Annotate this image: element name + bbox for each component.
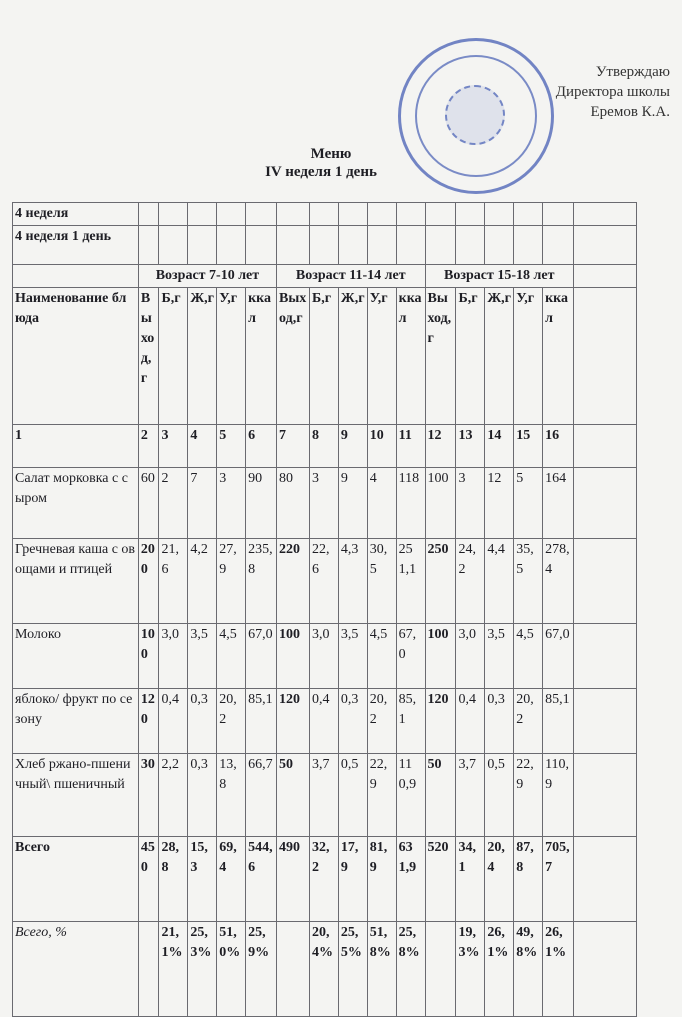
cell-value: 20,2 bbox=[217, 689, 246, 754]
cell-value: 22,9 bbox=[367, 754, 396, 837]
cell-value: 2 bbox=[159, 468, 188, 539]
cell-value: 3,5 bbox=[338, 624, 367, 689]
total-percent-row bbox=[13, 922, 637, 1017]
cell-value: 490 bbox=[277, 837, 310, 922]
age-group-11-14: Возраст 11-14 лет bbox=[277, 265, 426, 288]
cell-value: 100 bbox=[425, 624, 456, 689]
column-header: Б,г bbox=[310, 288, 339, 425]
cell-value: 19,3% bbox=[456, 922, 485, 1017]
column-number: 5 bbox=[217, 425, 246, 468]
dish-name: яблоко/ фрукт по сезону bbox=[13, 689, 139, 754]
total-label: Всего bbox=[13, 837, 139, 922]
dish-header: Наименование блюда bbox=[13, 288, 139, 425]
cell-value: 69,4 bbox=[217, 837, 246, 922]
column-header: Выход,г bbox=[277, 288, 310, 425]
column-number: 9 bbox=[338, 425, 367, 468]
approval-block bbox=[455, 62, 670, 122]
cell-value: 3,0 bbox=[159, 624, 188, 689]
cell-value: 80 bbox=[277, 468, 310, 539]
cell-value: 49,8% bbox=[514, 922, 543, 1017]
column-header-row bbox=[13, 288, 637, 425]
cell-value: 631,9 bbox=[396, 837, 425, 922]
dish-name: Гречневая каша с овощами и птицей bbox=[13, 539, 139, 624]
cell-value: 120 bbox=[138, 689, 159, 754]
age-group-15-18: Возраст 15-18 лет bbox=[425, 265, 574, 288]
cell-value: 4,2 bbox=[188, 539, 217, 624]
cell-value: 3,5 bbox=[188, 624, 217, 689]
cell-value: 15,3 bbox=[188, 837, 217, 922]
cell-value: 100 bbox=[425, 468, 456, 539]
cell-value: 2,2 bbox=[159, 754, 188, 837]
column-number: 10 bbox=[367, 425, 396, 468]
cell-value: 120 bbox=[425, 689, 456, 754]
column-header: Выход,г bbox=[425, 288, 456, 425]
age-group-7-10: Возраст 7-10 лет bbox=[138, 265, 276, 288]
cell-value: 34,1 bbox=[456, 837, 485, 922]
cell-value: 13,8 bbox=[217, 754, 246, 837]
cell-value: 21,6 bbox=[159, 539, 188, 624]
column-number: 7 bbox=[277, 425, 310, 468]
cell-value: 67,0 bbox=[396, 624, 425, 689]
cell-value: 120 bbox=[277, 689, 310, 754]
column-number: 13 bbox=[456, 425, 485, 468]
cell-value: 110,9 bbox=[396, 754, 425, 837]
column-number: 8 bbox=[310, 425, 339, 468]
dish-name: Хлеб ржано-пшеничный\ пшеничный bbox=[13, 754, 139, 837]
cell-value: 20,4% bbox=[310, 922, 339, 1017]
cell-value: 22,9 bbox=[514, 754, 543, 837]
cell-value: 20,4 bbox=[485, 837, 514, 922]
column-header: ккал bbox=[396, 288, 425, 425]
cell-value: 220 bbox=[277, 539, 310, 624]
cell-value: 0,3 bbox=[485, 689, 514, 754]
cell-value: 3,0 bbox=[456, 624, 485, 689]
cell-value: 85,1 bbox=[396, 689, 425, 754]
table-row bbox=[13, 754, 637, 837]
cell-value: 544,6 bbox=[246, 837, 277, 922]
column-header: Ж,г bbox=[485, 288, 514, 425]
cell-value: 20,2 bbox=[367, 689, 396, 754]
cell-value: 0,4 bbox=[456, 689, 485, 754]
cell-value: 250 bbox=[425, 539, 456, 624]
column-header: Б,г bbox=[159, 288, 188, 425]
column-header: ккал bbox=[246, 288, 277, 425]
cell-value: 25,9% bbox=[246, 922, 277, 1017]
cell-value: 0,3 bbox=[188, 689, 217, 754]
dish-name: Салат морковка с сыром bbox=[13, 468, 139, 539]
cell-value: 4,5 bbox=[367, 624, 396, 689]
cell-value: 32,2 bbox=[310, 837, 339, 922]
cell-value: 3,7 bbox=[456, 754, 485, 837]
cell-value: 0,4 bbox=[159, 689, 188, 754]
column-header: Б,г bbox=[456, 288, 485, 425]
cell-value: 3,5 bbox=[485, 624, 514, 689]
week-day-cell: 4 неделя 1 день bbox=[13, 226, 139, 265]
cell-value: 50 bbox=[425, 754, 456, 837]
cell-value: 25,5% bbox=[338, 922, 367, 1017]
cell-value: 67,0 bbox=[246, 624, 277, 689]
column-header: Ж,г bbox=[188, 288, 217, 425]
column-number: 3 bbox=[159, 425, 188, 468]
page-subtitle: IV неделя 1 день bbox=[265, 164, 377, 180]
cell-value: 81,9 bbox=[367, 837, 396, 922]
cell-value: 110,9 bbox=[543, 754, 574, 837]
column-header: ккал bbox=[543, 288, 574, 425]
cell-value: 4,3 bbox=[338, 539, 367, 624]
table-row bbox=[13, 539, 637, 624]
week-day-row bbox=[13, 226, 637, 265]
cell-value: 4,5 bbox=[217, 624, 246, 689]
cell-value: 5 bbox=[514, 468, 543, 539]
week-row bbox=[13, 203, 637, 226]
cell-value: 50 bbox=[277, 754, 310, 837]
column-number: 2 bbox=[138, 425, 159, 468]
cell-value: 164 bbox=[543, 468, 574, 539]
cell-value: 35,5 bbox=[514, 539, 543, 624]
cell-value: 118 bbox=[396, 468, 425, 539]
column-number: 15 bbox=[514, 425, 543, 468]
dish-name: Молоко bbox=[13, 624, 139, 689]
cell-value: 3 bbox=[310, 468, 339, 539]
total-percent-label: Всего, % bbox=[13, 922, 139, 1017]
cell-value: 235,8 bbox=[246, 539, 277, 624]
column-header: У,г bbox=[217, 288, 246, 425]
cell-value: 30,5 bbox=[367, 539, 396, 624]
cell-value: 27,9 bbox=[217, 539, 246, 624]
cell-value: 22,6 bbox=[310, 539, 339, 624]
total-row bbox=[13, 837, 637, 922]
cell-value: 100 bbox=[138, 624, 159, 689]
cell-value: 278,4 bbox=[543, 539, 574, 624]
cell-value: 25,3% bbox=[188, 922, 217, 1017]
cell-value: 85,1 bbox=[246, 689, 277, 754]
cell-value: 66,7 bbox=[246, 754, 277, 837]
cell-value: 30 bbox=[138, 754, 159, 837]
column-number: 12 bbox=[425, 425, 456, 468]
cell-value: 3,0 bbox=[310, 624, 339, 689]
cell-value: 3 bbox=[456, 468, 485, 539]
cell-value: 3 bbox=[217, 468, 246, 539]
cell-value: 51,0% bbox=[217, 922, 246, 1017]
cell-value: 85,1 bbox=[543, 689, 574, 754]
approval-line-3: Еремов К.А. bbox=[590, 104, 670, 120]
column-number: 4 bbox=[188, 425, 217, 468]
column-number: 1 bbox=[13, 425, 139, 468]
column-number: 6 bbox=[246, 425, 277, 468]
column-number: 14 bbox=[485, 425, 514, 468]
cell-value: 200 bbox=[138, 539, 159, 624]
cell-value: 20,2 bbox=[514, 689, 543, 754]
cell-value: 4,5 bbox=[514, 624, 543, 689]
cell-value bbox=[138, 922, 159, 1017]
menu-table bbox=[12, 202, 637, 1017]
age-group-row bbox=[13, 265, 637, 288]
cell-value: 705,7 bbox=[543, 837, 574, 922]
cell-value: 100 bbox=[277, 624, 310, 689]
cell-value: 251,1 bbox=[396, 539, 425, 624]
cell-value: 9 bbox=[338, 468, 367, 539]
approval-line-2: Директора школы bbox=[555, 84, 670, 100]
cell-value: 0,4 bbox=[310, 689, 339, 754]
table-row bbox=[13, 468, 637, 539]
cell-value: 26,1% bbox=[485, 922, 514, 1017]
cell-value bbox=[277, 922, 310, 1017]
cell-value: 0,3 bbox=[188, 754, 217, 837]
cell-value: 520 bbox=[425, 837, 456, 922]
cell-value: 26,1% bbox=[543, 922, 574, 1017]
cell-value: 0,5 bbox=[338, 754, 367, 837]
cell-value: 7 bbox=[188, 468, 217, 539]
column-header: Ж,г bbox=[338, 288, 367, 425]
cell-value: 12 bbox=[485, 468, 514, 539]
cell-value: 67,0 bbox=[543, 624, 574, 689]
cell-value: 90 bbox=[246, 468, 277, 539]
column-number-row bbox=[13, 425, 637, 468]
cell-value: 4,4 bbox=[485, 539, 514, 624]
cell-value: 17,9 bbox=[338, 837, 367, 922]
cell-value: 87,8 bbox=[514, 837, 543, 922]
column-number: 11 bbox=[396, 425, 425, 468]
column-header: У,г bbox=[367, 288, 396, 425]
cell-value bbox=[425, 922, 456, 1017]
table-row bbox=[13, 624, 637, 689]
cell-value: 25,8% bbox=[396, 922, 425, 1017]
approval-line-1: Утверждаю bbox=[595, 64, 670, 80]
table-row bbox=[13, 689, 637, 754]
column-header: Выход,г bbox=[138, 288, 159, 425]
column-header: У,г bbox=[514, 288, 543, 425]
cell-value: 21,1% bbox=[159, 922, 188, 1017]
column-number: 16 bbox=[543, 425, 574, 468]
cell-value: 450 bbox=[138, 837, 159, 922]
page-title: Меню bbox=[310, 146, 352, 162]
cell-value: 0,3 bbox=[338, 689, 367, 754]
cell-value: 0,5 bbox=[485, 754, 514, 837]
cell-value: 4 bbox=[367, 468, 396, 539]
cell-value: 60 bbox=[138, 468, 159, 539]
cell-value: 51,8% bbox=[367, 922, 396, 1017]
cell-value: 28,8 bbox=[159, 837, 188, 922]
cell-value: 3,7 bbox=[310, 754, 339, 837]
week-cell: 4 неделя bbox=[13, 203, 139, 226]
cell-value: 24,2 bbox=[456, 539, 485, 624]
